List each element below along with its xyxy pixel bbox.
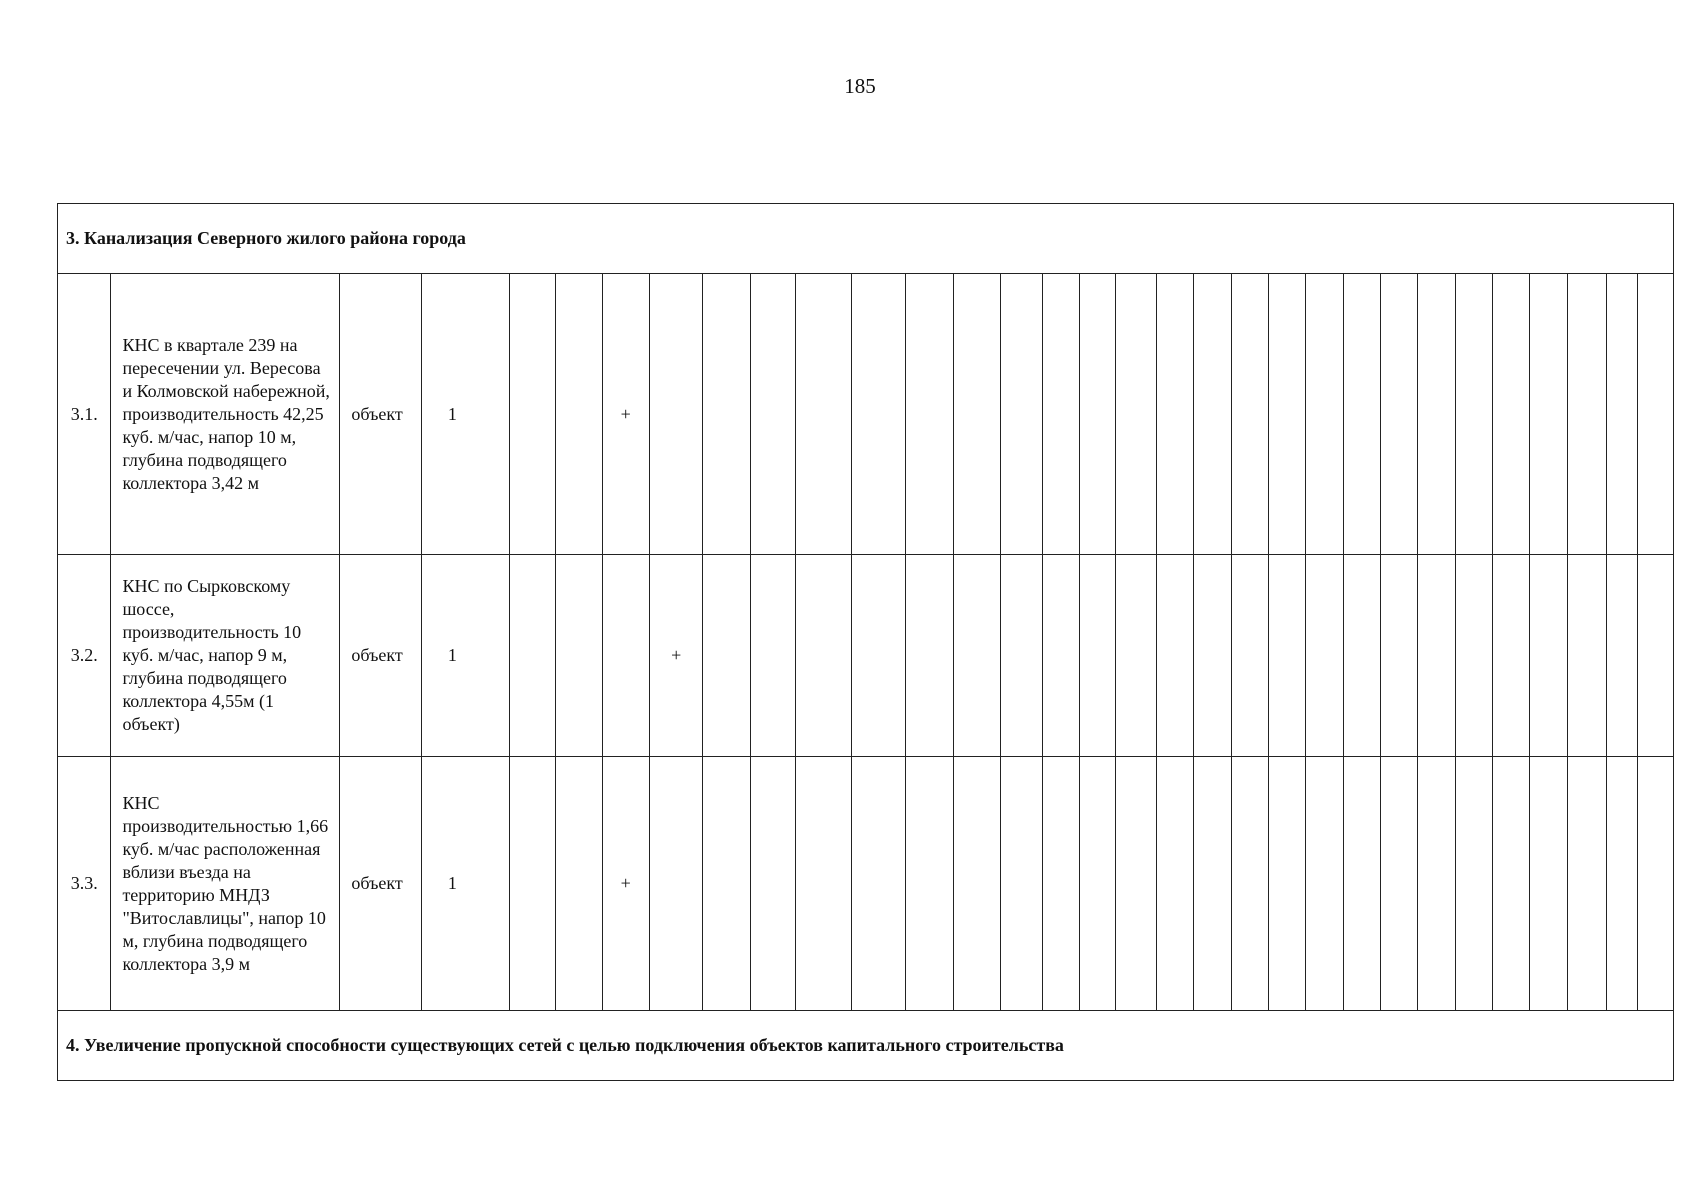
row-unit: объект [340,555,422,757]
empty-cell [649,274,702,555]
empty-cell [906,555,954,757]
empty-cell [1043,555,1079,757]
empty-cell [1343,274,1380,555]
empty-cell [1638,757,1674,1011]
empty-cell [1381,555,1418,757]
empty-cell [703,274,750,555]
row-mark: + [602,274,649,555]
row-mark: + [649,555,702,757]
empty-cell [1343,757,1380,1011]
empty-cell [1115,274,1156,555]
empty-cell [1606,274,1637,555]
empty-cell [1343,555,1380,757]
empty-cell [906,757,954,1011]
section-row [58,1011,1674,1081]
row-number: 3.2. [58,555,111,757]
empty-cell [1306,274,1343,555]
empty-cell [1530,274,1567,555]
empty-cell [1418,274,1455,555]
empty-cell [1455,274,1492,555]
empty-cell [1381,274,1418,555]
empty-cell [556,555,602,757]
empty-cell [1269,274,1306,555]
row-description: КНС производительностью 1,66 куб. м/час расположенная вблизи въезда на территорию МНДЗ "Витославлицы", напор 10 м, глубина подводящего коллектора 3,9 м [111,757,340,1011]
empty-cell [1157,274,1194,555]
empty-cell [1000,274,1042,555]
section-title: 3. Канализация Северного жилого района города [58,204,1674,274]
empty-cell [796,757,851,1011]
empty-cell [1000,555,1042,757]
empty-cell [851,274,905,555]
empty-cell [1530,757,1567,1011]
empty-cell [1306,757,1343,1011]
empty-cell [851,757,905,1011]
empty-cell [1418,757,1455,1011]
row-quantity: 1 [422,274,510,555]
empty-cell [509,757,555,1011]
schedule-table [57,203,1674,1081]
table-row [58,757,1674,1011]
empty-cell [1269,555,1306,757]
empty-cell [1530,555,1567,757]
empty-cell [796,274,851,555]
row-number: 3.1. [58,274,111,555]
empty-cell [954,757,1000,1011]
empty-cell [1381,757,1418,1011]
section-title: 4. Увеличение пропускной способности существующих сетей с целью подключения объектов капитального строительства [58,1011,1674,1081]
empty-cell [1115,555,1156,757]
empty-cell [1567,757,1606,1011]
empty-cell [1492,757,1529,1011]
empty-cell [649,757,702,1011]
row-quantity: 1 [422,757,510,1011]
empty-cell [1455,757,1492,1011]
empty-cell [796,555,851,757]
empty-cell [509,274,555,555]
empty-cell [1418,555,1455,757]
row-unit: объект [340,274,422,555]
empty-cell [1157,757,1194,1011]
section-row [58,204,1674,274]
row-unit: объект [340,757,422,1011]
empty-cell [954,274,1000,555]
empty-cell [1194,757,1231,1011]
empty-cell [556,757,602,1011]
table-row [58,274,1674,555]
row-description: КНС в квартале 239 на пересечении ул. Вересова и Колмовской набережной, производительность 42,25 куб. м/час, напор 10 м, глубина подводящего коллектора 3,42 м [111,274,340,555]
empty-cell [1492,555,1529,757]
row-description: КНС по Сырковскому шоссе, производительность 10 куб. м/час, напор 9 м, глубина подводящего коллектора 4,55м (1 объект) [111,555,340,757]
empty-cell [750,757,795,1011]
empty-cell [1079,555,1115,757]
empty-cell [1079,757,1115,1011]
empty-cell [1638,274,1674,555]
empty-cell [1194,555,1231,757]
empty-cell [954,555,1000,757]
empty-cell [1606,757,1637,1011]
empty-cell [1194,274,1231,555]
empty-cell [1455,555,1492,757]
empty-cell [1606,555,1637,757]
empty-cell [1231,555,1268,757]
empty-cell [851,555,905,757]
row-mark: + [602,757,649,1011]
empty-cell [1638,555,1674,757]
empty-cell [1231,757,1268,1011]
empty-cell [1567,555,1606,757]
row-number: 3.3. [58,757,111,1011]
empty-cell [509,555,555,757]
empty-cell [703,555,750,757]
empty-cell [906,274,954,555]
empty-cell [1567,274,1606,555]
empty-cell [1043,274,1079,555]
empty-cell [1157,555,1194,757]
empty-cell [750,555,795,757]
empty-cell [602,555,649,757]
empty-cell [703,757,750,1011]
empty-cell [1492,274,1529,555]
empty-cell [1079,274,1115,555]
row-quantity: 1 [422,555,510,757]
empty-cell [1000,757,1042,1011]
empty-cell [1115,757,1156,1011]
empty-cell [1043,757,1079,1011]
table-row [58,555,1674,757]
empty-cell [556,274,602,555]
empty-cell [1306,555,1343,757]
page-number: 185 [844,74,876,98]
empty-cell [750,274,795,555]
empty-cell [1231,274,1268,555]
empty-cell [1269,757,1306,1011]
